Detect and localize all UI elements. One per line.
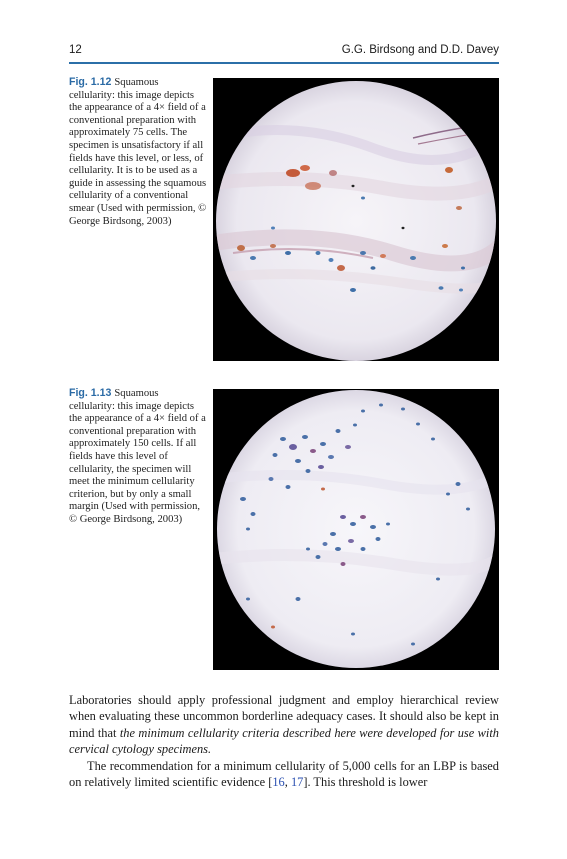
page-number: 12 [69,44,82,56]
paragraph-text: The recommendation for a minimum cellularity of 5,000 cells for an LBP is based on relatively limited scientific evidence [ [69,759,499,790]
caption-text: Squamous cellularity: this image depicts the appearance of a 4× field of a conventional preparation with approximately 75 cells. The specimen is unsatisfactory if all fields have this level, or less, of cellularity. It is to be used as a guide in assessing the squamous cellularity of a conventional smear (Used with permission, © George Birdsong, 2003) [69,77,207,227]
emphasized-text: the minimum cellularity criteria described here were developed for use with cervical cytology specimens. [69,725,499,757]
figure-label: Fig. 1.13 [69,387,112,399]
citation-link-17[interactable]: 17 [290,775,304,790]
running-head: G.G. Birdsong and D.D. Davey [341,44,499,56]
citation-link-16[interactable]: 16 [272,775,285,790]
figure-label: Fig. 1.12 [69,76,112,88]
body-paragraph-1 [69,692,499,758]
figure-caption-1-13 [69,387,207,527]
micrograph-1-13 [213,389,499,670]
caption-text: Squamous cellularity: this image depicts the appearance of a 4× field of a conventional preparation with approximately 150 cells. If all fields have this level of cellularity, the specimen will meet the minimum cellularity criterion, but by only a small margin (Used with permission, © George Birdsong, 2003) [69,388,206,525]
header-rule [69,62,499,64]
body-paragraph-2 [69,758,499,791]
page-header [69,44,499,64]
citation-separator: , [284,775,291,790]
micrograph-1-12 [213,78,499,361]
paragraph-text-end: ]. This threshold is lower [303,775,428,790]
figure-caption-1-12 [69,76,207,228]
paragraph-text: Laboratories should apply professional judgment and employ hierarchical review when evaluating these uncommon borderline adequacy cases. It should also be kept in mind that [69,693,499,740]
